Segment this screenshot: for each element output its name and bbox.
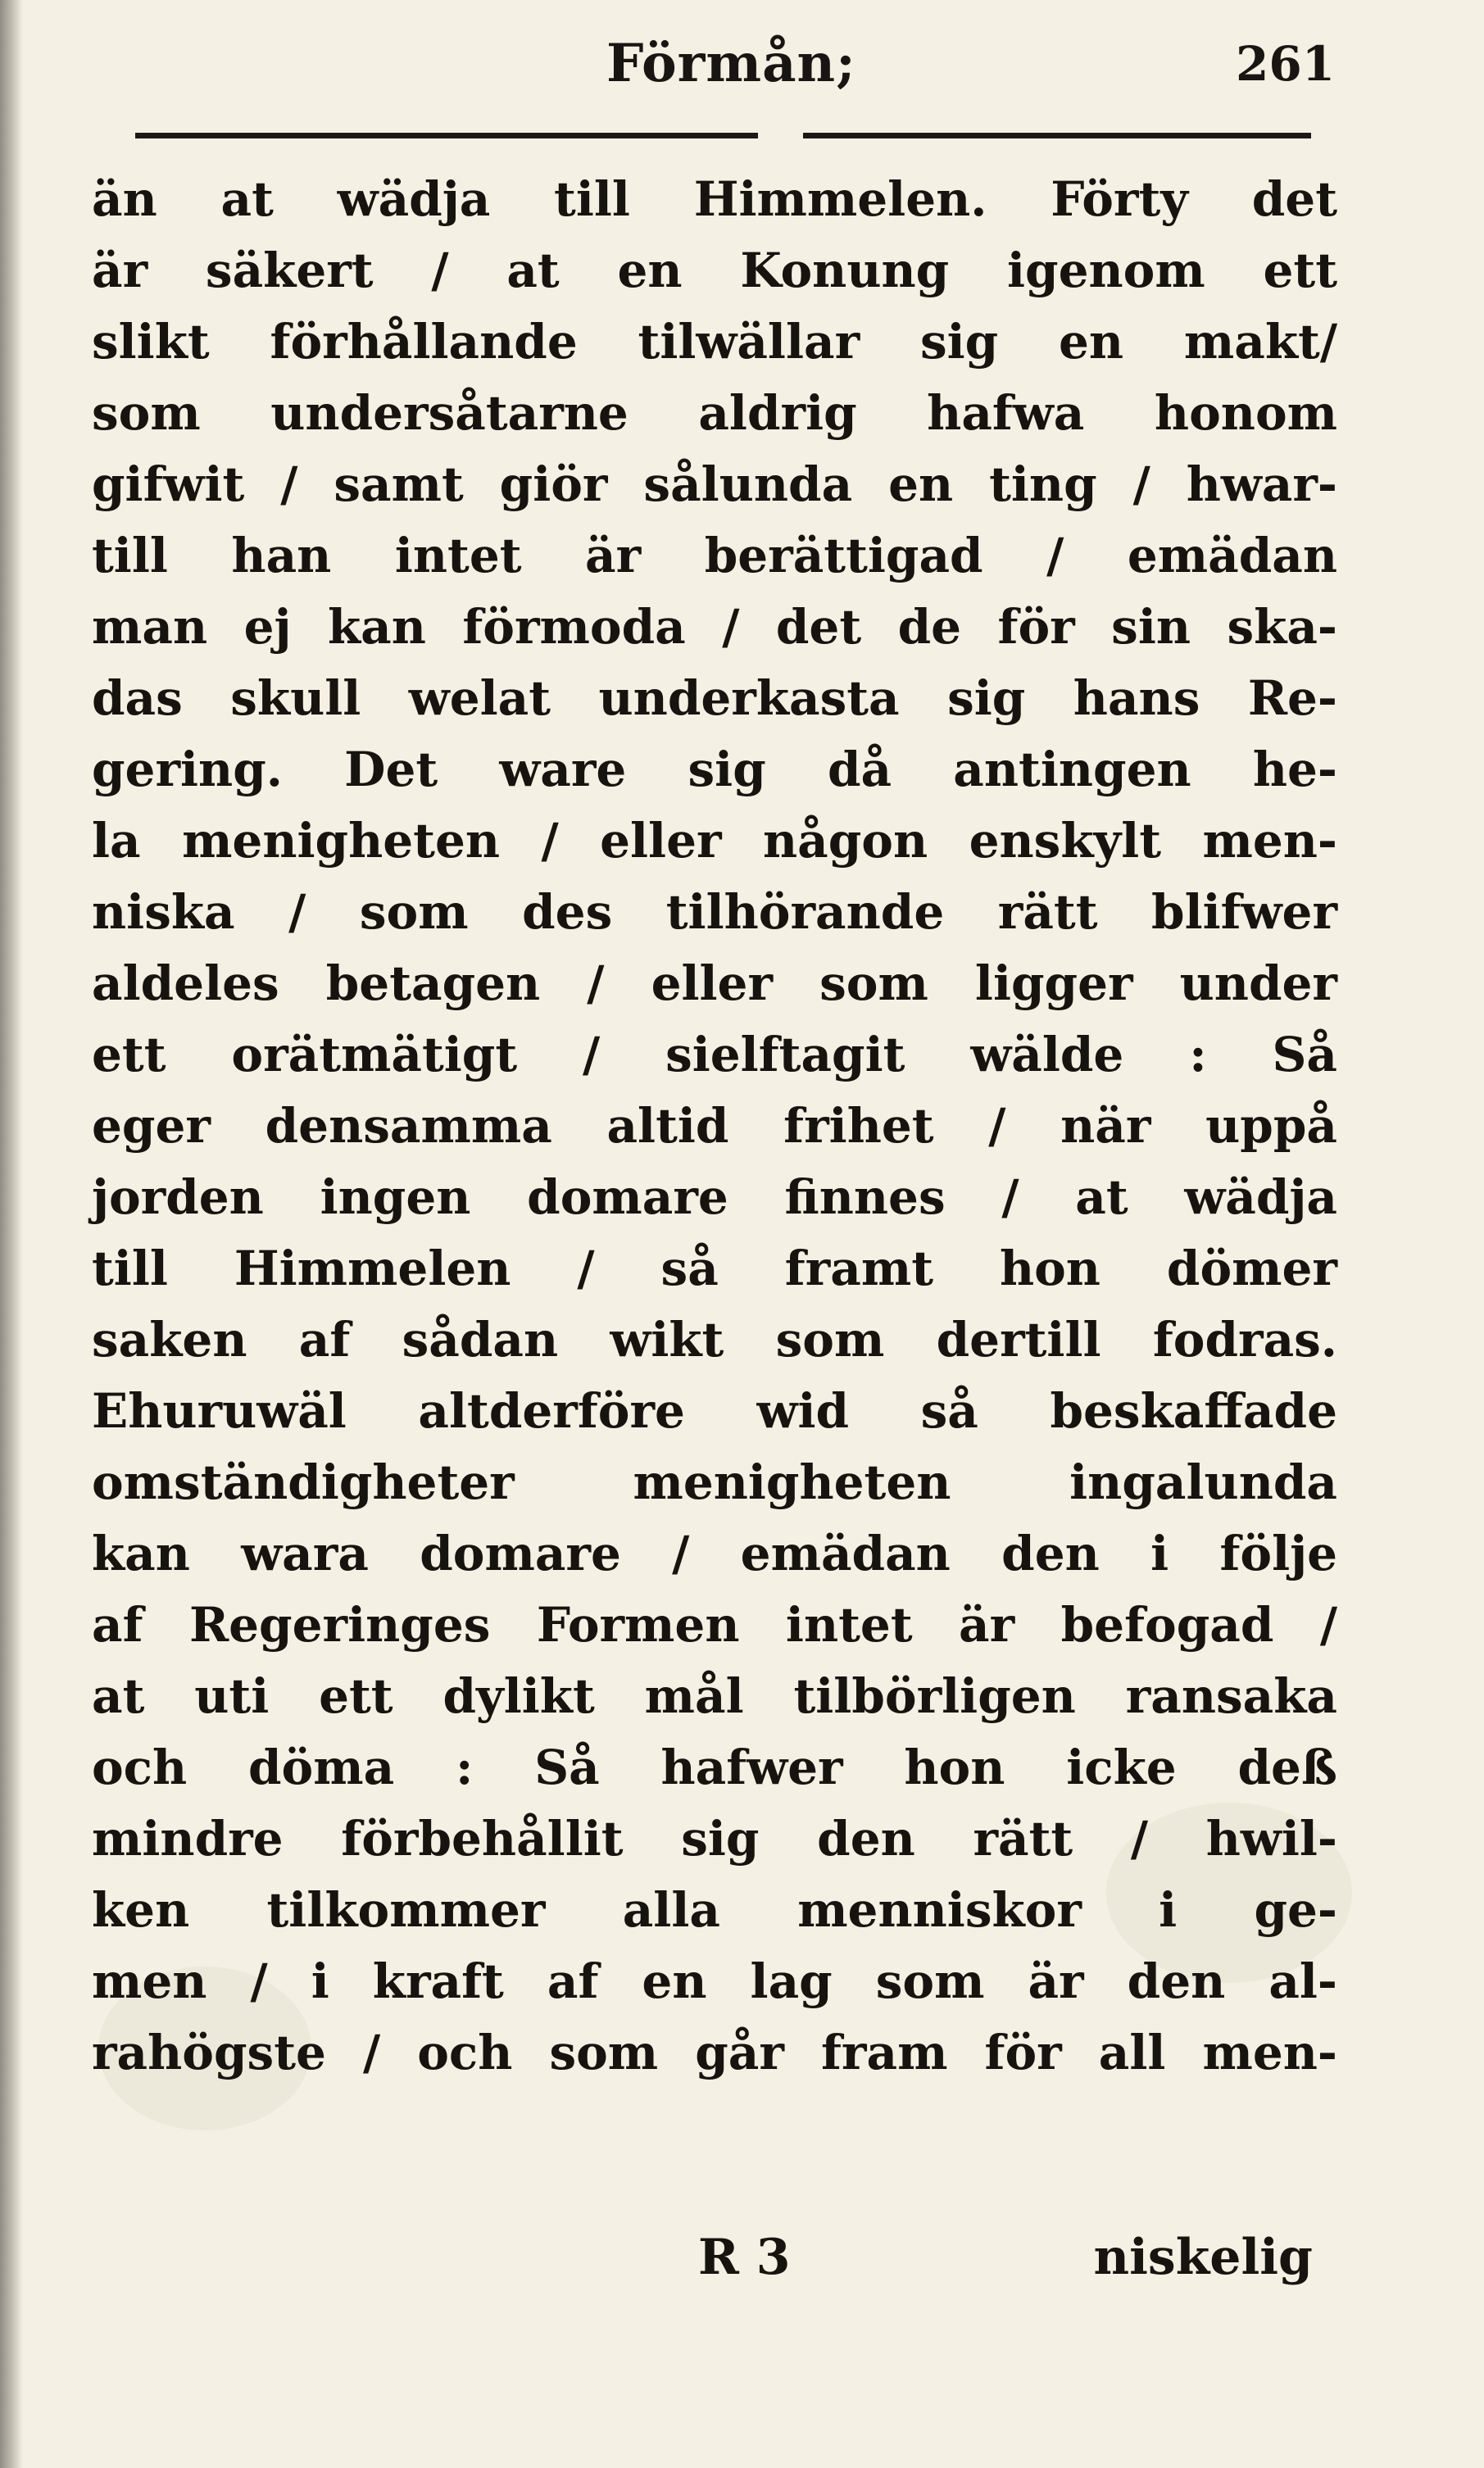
text-line: ken tilkommer alla menniskor i ge- [92,1882,1337,1938]
text-line: la menigheten / eller någon enskylt men- [92,813,1337,869]
page-number: 261 [1236,36,1336,92]
text-line: das skull welat underkasta sig hans Re- [92,670,1337,726]
text-line: omständigheter menigheten ingalunda [92,1454,1337,1510]
text-line: slikt förhållande tilwällar sig en makt/ [92,314,1337,370]
text-line: gifwit / samt giör sålunda en ting / hwar- [92,456,1337,512]
body-text [92,164,1337,2089]
page-footer [92,2229,1337,2311]
signature-mark: R 3 [698,2229,791,2286]
text-line: till Himmelen / så framt hon dömer [92,1241,1337,1296]
text-line: af Regeringes Formen intet är befogad / [92,1597,1337,1653]
text-line: ett orätmätigt / sielftagit wälde : Så [92,1027,1337,1082]
text-line: eger densamma altid frihet / när uppå [92,1098,1337,1154]
text-line: jorden ingen domare finnes / at wädja [92,1169,1337,1225]
text-line: och döma : Så hafwer hon icke deß [92,1740,1337,1795]
page-header [0,33,1484,123]
text-line: mindre förbehållit sig den rätt / hwil- [92,1811,1337,1867]
text-line: är säkert / at en Konung igenom ett [92,243,1337,298]
text-line: rahögste / och som går fram för all men- [92,2025,1337,2080]
page-gutter-shadow [0,0,23,2468]
text-line: niska / som des tilhörande rätt blifwer [92,884,1337,940]
text-line: till han intet är berättigad / emädan [92,528,1337,583]
catchword: niskelig [1093,2229,1313,2286]
text-line: Ehuruwäl altderföre wid så beskaffade [92,1383,1337,1439]
text-line: kan wara domare / emädan den i följe [92,1526,1337,1581]
header-rule-right [803,133,1311,138]
text-line: gering. Det ware sig då antingen he- [92,742,1337,797]
text-line: aldeles betagen / eller som ligger under [92,955,1337,1011]
text-line: saken af sådan wikt som dertill fodras. [92,1312,1337,1368]
running-head: Förmån; [606,33,856,94]
text-line: man ej kan förmoda / det de för sin ska- [92,599,1337,655]
header-rule-left [135,133,758,138]
text-line: men / i kraft af en lag som är den al- [92,1953,1337,2009]
text-line: än at wädja till Himmelen. Förty det [92,171,1337,227]
text-line: at uti ett dylikt mål tilbörligen ransaka [92,1668,1337,1724]
text-line: som undersåtarne aldrig hafwa honom [92,385,1337,441]
